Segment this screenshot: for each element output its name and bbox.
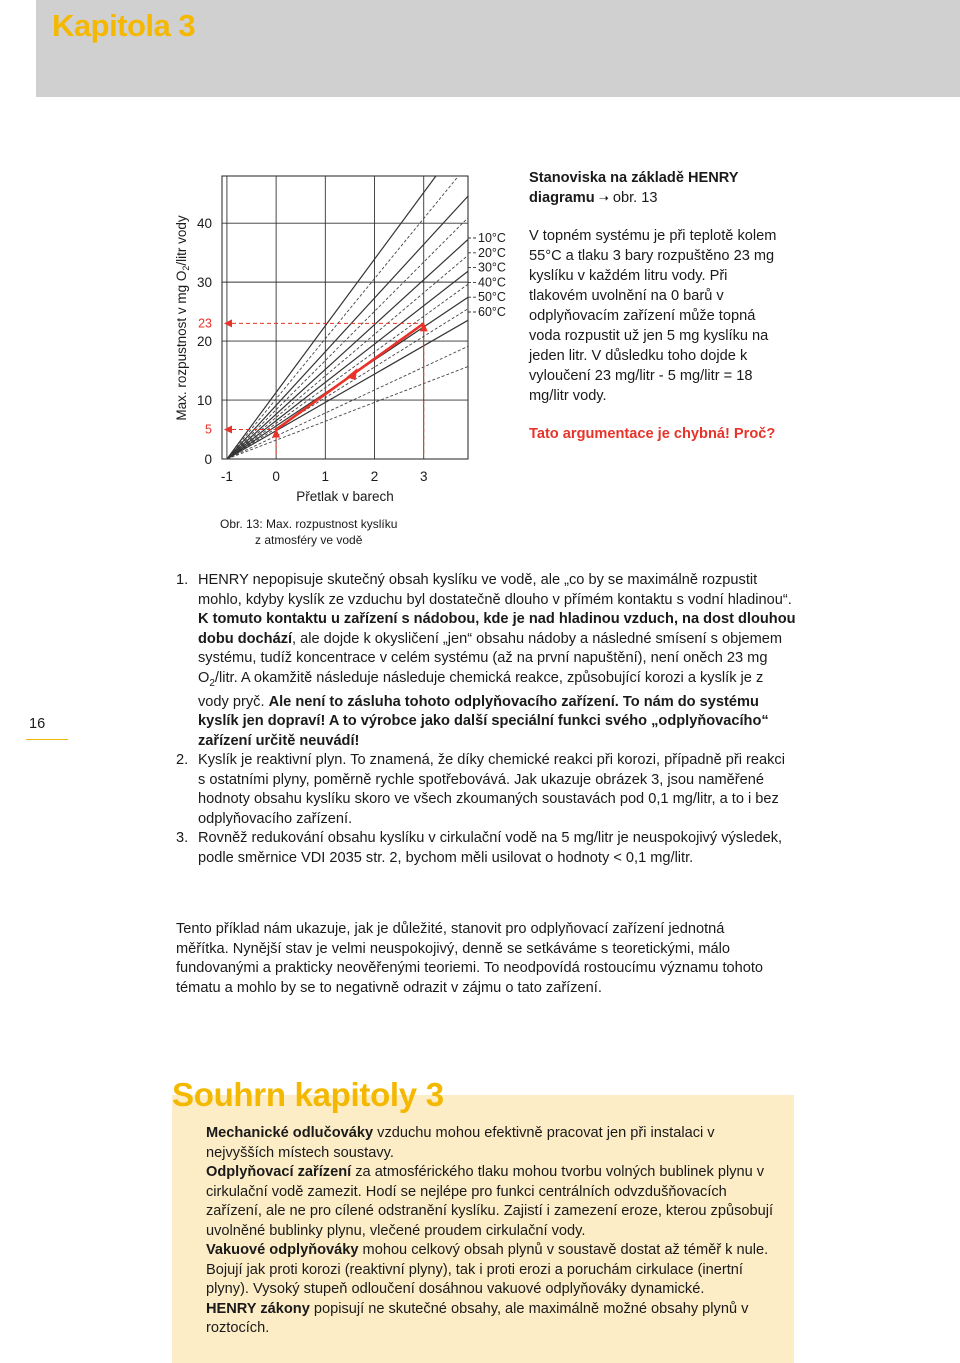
summary-item-henry: HENRY zákony popisují ne skutečné obsahy, ale maximálně možné obsahy plynů v roztocích. (206, 1300, 749, 1336)
legend-entry: 30°C (478, 260, 506, 275)
series-line-40c (227, 271, 468, 459)
x-tick-label: 1 (321, 469, 330, 484)
legend-entry: 50°C (478, 290, 506, 305)
list-item-1: 1. HENRY nepopisuje skutečný obsah kyslíku ve vodě, ale „co by se maximálně rozpustit mohlo, kdyby kyslík ze vzduchu byl dostatečně dlouho v přímém kontaktu s vodní hladinou“. K tomuto kontaktu u zařízení s nádobou, kde je nad hladinou vzduch, na dost dlouhou dobu dochází, ale dojde k okysličení „jen“ obsahu nádoby a následné smísení s objemem systému, tudíž koncentrace v celém systému (až na první napuštění), není oněch 23 mg $O_2$/litr. A okamžitě následuje následuje chemická reakce, způsobující korozi a kyslík je z vody pryč. Ale není to zásluha tohoto odplyňovacího zařízení. To nám do systému kyslík jen dopraví! A to výrobce jako další speciální funkci svého „odplyňovacího“ zařízení určitě neuvádí! (176, 572, 796, 749)
series-line-dashed (227, 170, 468, 459)
series-line-dashed (227, 284, 468, 459)
summary-item-deaerator: Odplyňovací zařízení za atmosférického tlaku mohou tvorbu volných bublinek plynu v cirkulační vodě zamezit. Hodí se nejlépe pro funkci centrálních odvzdušňovacích zařízení, ale ne pro cílené odstranění kyslíku. Zajistí i zamezení eroze, kterou způsobují uvolněné bublinky plynu, vlečené proudem cirkulační vody. (206, 1164, 774, 1239)
list-number: 3. (176, 830, 189, 847)
figure-reference: obr. 13 (612, 190, 658, 206)
y-axis-label: Max. rozpustnost v mg $O_2$/litr vody (174, 215, 191, 421)
list-number: 2. (176, 752, 189, 769)
sidebar-paragraph: V topném systému je při teplotě kolem 55°C a tlaku 3 bary rozpuštěno 23 mg kyslíku v každém litru vody. Při tlakovém uvolnění na 0 barů v odplyňovacím zařízení může topná voda rozpustit už jen 5 mg kyslíku na jeden litr. V důsledku toho dojde k vyloučení 23 mg/litr - 5 mg/litr = 18 mg/litr vody. (529, 228, 777, 404)
x-tick-label: -1 (220, 469, 233, 484)
list-item-3: 3. Rovněž redukování obsahu kyslíku v cirkulační vodě na 5 mg/litr je neuspokojivý výsledek, podle směrnice VDI 2035 str. 2, bychom měli usilovat o hodnoty < 0,1 mg/litr. (176, 830, 783, 866)
y-mark-label: 23 (198, 316, 212, 331)
x-tick-label: 0 (272, 469, 280, 484)
legend-entry: 60°C (478, 305, 506, 319)
summary-item-vacuum: Vakuové odplyňováky mohou celkový obsah plynů v soustavě dostat až téměř k nule. Bojují jak proti korozi (reaktivní plyny), tak i proti erozi a poruchám cirkulace (inertní plyny). Vysoký stupeň odloučení dosáhnou vakuové odplyňováky dynamické. (206, 1242, 769, 1297)
series-line-20c (227, 196, 468, 459)
series-line-dashed (227, 309, 468, 459)
chapter-title: Kapitola 3 (52, 8, 196, 43)
legend-entry: 10°C (478, 231, 506, 245)
henry-chart-svg (170, 170, 530, 560)
y-mark-label: 5 (205, 422, 212, 437)
series-line-10c (227, 170, 468, 459)
y-tick-label: 30 (196, 275, 212, 291)
series-line-dashed (227, 367, 468, 459)
y-tick-label: 10 (196, 393, 212, 409)
caption-line-1: Obr. 13: Max. rozpustnost kyslíku (220, 517, 398, 531)
sidebar-heading: Stanoviska na základě HENRY diagramu ➝ obr. 13 (529, 170, 739, 206)
y-tick-label: 0 (204, 452, 212, 467)
arrow-up-icon (272, 429, 280, 438)
summary-title: Souhrn kapitoly 3 (172, 1076, 444, 1113)
page-number: 16 (29, 716, 46, 732)
y-tick-label: 20 (196, 334, 212, 350)
sidebar-question: Tato argumentace je chybná! Proč? (529, 426, 776, 442)
x-axis-label: Přetlak v barech (296, 489, 394, 504)
series-line-dashed (227, 218, 468, 459)
x-tick-label: 3 (419, 469, 428, 484)
arrow-right-icon: ➝ (598, 191, 609, 205)
x-tick-label: 2 (370, 469, 379, 484)
series-lines (227, 170, 468, 459)
list-item-2: 2. Kyslík je reaktivní plyn. To znamená, že díky chemické reakci při korozi, případně při reakci s ostatními plyny, poměrně rychle spotřebovává. Jak ukazuje obrázek 3, jsou naměřené hodnoty obsahu kyslíku skoro ve všech zkoumaných soustavách pod 0,1 mg/litr, a to i bez odplyňovacího zařízení. (176, 752, 785, 827)
henry-chart (170, 170, 530, 560)
closing-paragraph: Tento příklad nám ukazuje, jak je důležité, stanovit pro odplyňovací zařízení jednotná měřítka. Nynější stav je velmi neuspokojivý, denně se setkáváme s teoretickými, málo fundovanými a prakticky neověřenými teoriemi. To neodpovídá rostoucímu významu tohoto tématu a mohlo by se to negativně odrazit v zájmu o tato zařízení. (176, 921, 764, 996)
sidebar (529, 168, 789, 444)
arrow-left-icon (224, 319, 232, 327)
legend-entry: 20°C (478, 245, 506, 260)
numbered-list (176, 571, 796, 868)
series-line-dashed (227, 346, 468, 459)
list-number: 1. (176, 572, 189, 588)
page-number-rule (26, 739, 68, 740)
summary-item-mechanical: Mechanické odlučováky vzduchu mohou efektivně pracovat jen při instalaci v nejvyšších místech soustavy. (206, 1125, 715, 1161)
figure-caption (220, 516, 397, 548)
y-tick-label: 40 (196, 216, 212, 232)
series-line-dashed (227, 255, 468, 459)
legend-entry: 40°C (478, 275, 506, 290)
series-line-30c (227, 239, 468, 459)
summary-text (206, 1124, 781, 1339)
arrow-left-icon (224, 426, 232, 434)
caption-line-2: z atmosféry ve vodě (255, 533, 363, 547)
